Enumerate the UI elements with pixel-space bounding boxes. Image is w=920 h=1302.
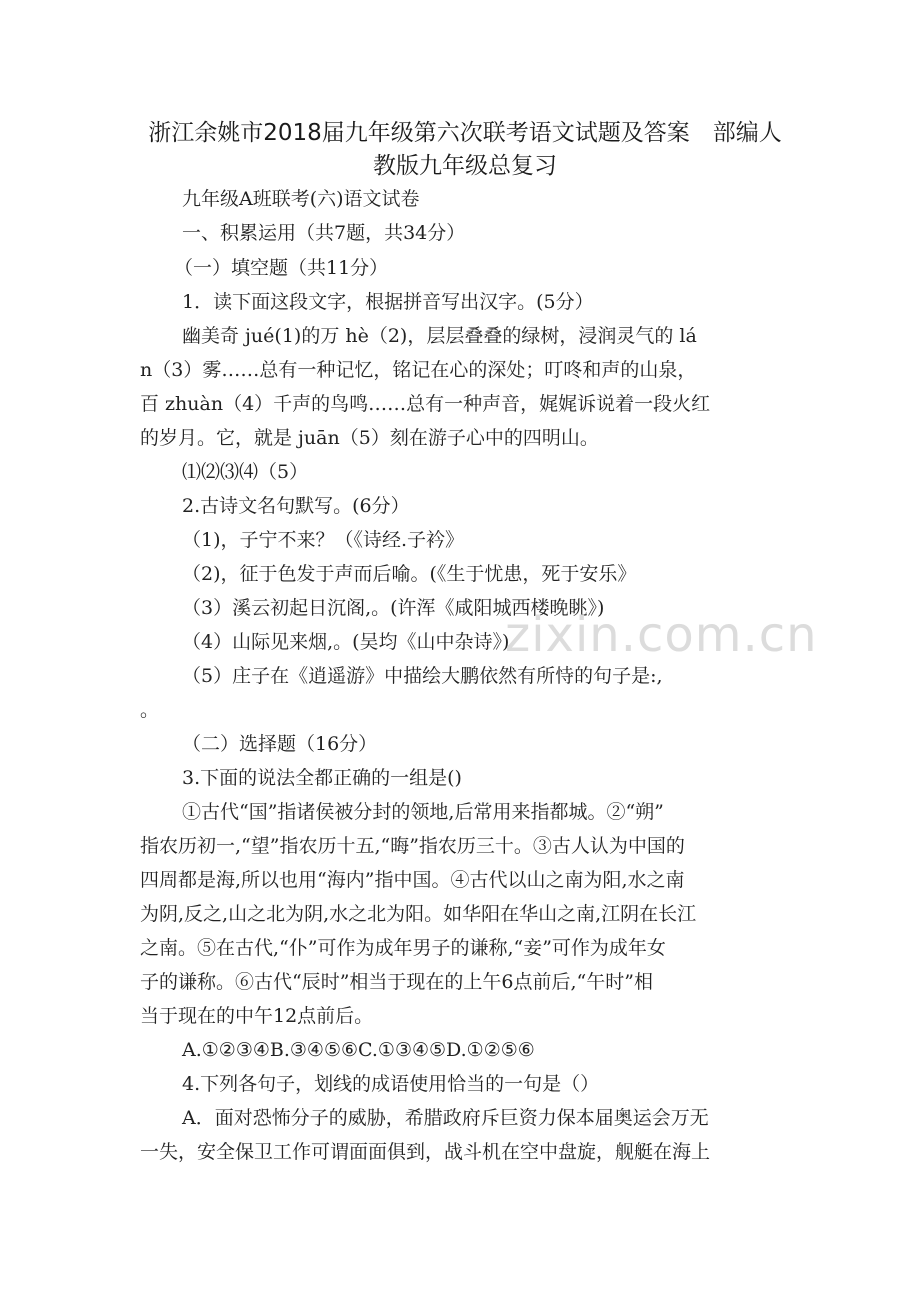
exam-title: 九年级A班联考(六)语文试卷 <box>182 188 420 210</box>
part-heading-2: （二）选择题（16分） <box>182 733 378 755</box>
question-4-option-a-line: 一失，安全保卫工作可谓面面俱到，战斗机在空中盘旋，舰艇在海上 <box>140 1141 711 1163</box>
question-3-text-line: 当于现在的中午12点前后。 <box>140 1005 374 1027</box>
question-2-item-2: （2)，征于色发于声而后喻。(《生于忧患，死于安乐》 <box>182 563 637 585</box>
question-4-option-a-line: A．面对恐怖分子的威胁，希腊政府斥巨资力保本届奥运会万无 <box>182 1107 709 1129</box>
question-1-text-line: 百 zhuàn（4）千声的鸟鸣……总有一种声音，娓娓诉说着一段火红 <box>140 393 711 415</box>
question-4-stem: 4.下列各句子，划线的成语使用恰当的一句是（） <box>182 1073 600 1095</box>
question-1-answers: ⑴⑵⑶⑷（5） <box>182 461 309 483</box>
watermark: zixin.com.cn <box>505 607 818 663</box>
question-1-text-line: 幽美奇 jué(1)的万 hè（2)，层层叠叠的绿树，浸润灵气的 lá <box>182 325 697 347</box>
question-1-text-line: 的岁月。它，就是 juān（5）刻在游子心中的四明山。 <box>140 427 599 449</box>
question-3-options: A.①②③④B.③④⑤⑥C.①③④⑤D.①②⑤⑥ <box>182 1039 535 1061</box>
question-2-item-4: （4）山际见来烟,。(吴均《山中杂诗》) <box>182 631 510 653</box>
question-1-stem: 1．读下面这段文字，根据拼音写出汉字。(5分） <box>182 291 594 313</box>
page-title-line-2: 教版九年级总复习 <box>373 153 557 179</box>
question-2-item-5-end: 。 <box>140 699 160 721</box>
page-title-line-1: 浙江余姚市2018届九年级第六次联考语文试题及答案 部编人 <box>148 120 782 146</box>
question-2-stem: 2.古诗文名句默写。(6分） <box>182 495 410 517</box>
question-3-text-line: 之南。⑤在古代,“仆”可作为成年男子的谦称,“妾”可作为成年女 <box>140 937 666 959</box>
question-3-text-line: 指农历初一,“望”指农历十五,“晦”指农历三十。③古人认为中国的 <box>140 835 685 857</box>
question-3-stem: 3.下面的说法全都正确的一组是() <box>182 767 462 789</box>
question-3-text-line: 四周都是海,所以也用“海内”指中国。④古代以山之南为阳,水之南 <box>140 869 685 891</box>
part-heading-1: （一）填空题（共11分） <box>174 257 389 279</box>
section-heading-1: 一、积累运用（共7题，共34分） <box>182 222 466 244</box>
question-1-text-line: n（3）雾……总有一种记忆，铭记在心的深处；叮咚和声的山泉， <box>140 359 697 381</box>
question-2-item-1: （1)，子宁不来？（《诗经.子衿》 <box>182 529 465 551</box>
question-3-text-line: 子的谦称。⑥古代“辰时”相当于现在的上午6点前后,“午时”相 <box>140 971 653 993</box>
question-2-item-3: （3）溪云初起日沉阁,。(许浑《咸阳城西楼晚眺》) <box>182 597 605 619</box>
question-3-text-line: 为阴,反之,山之北为阴,水之北为阳。如华阳在华山之南,江阴在长江 <box>140 903 697 925</box>
question-3-text-line: ①古代“国”指诸侯被分封的领地,后常用来指都城。②“朔” <box>182 801 664 823</box>
question-2-item-5: （5）庄子在《逍遥游》中描绘大鹏依然有所恃的句子是:, <box>182 665 663 687</box>
